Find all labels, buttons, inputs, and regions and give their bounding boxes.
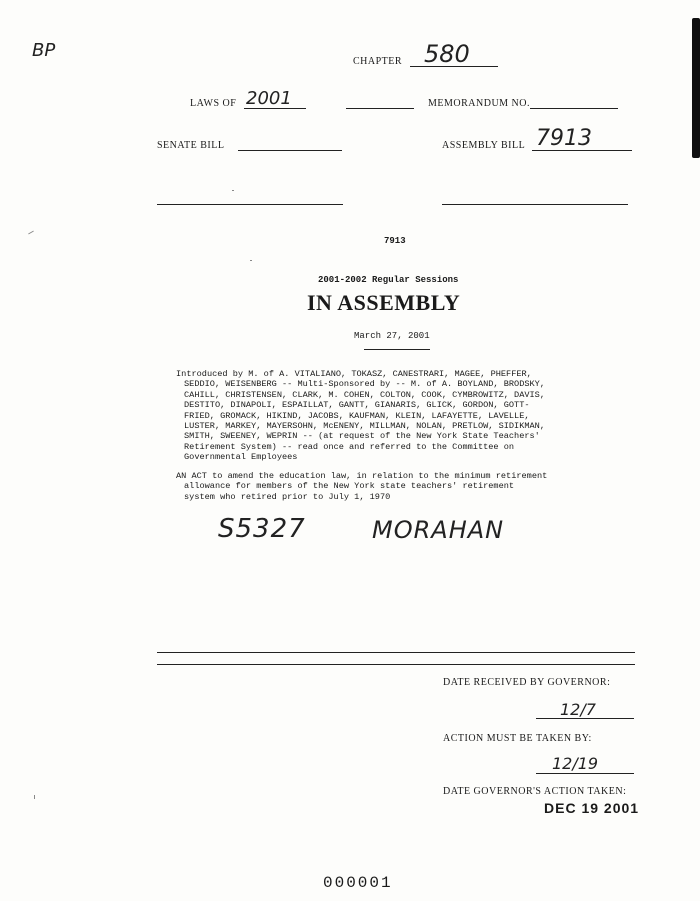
lower-line-1 [157, 652, 635, 653]
house-title: IN ASSEMBLY [307, 290, 461, 315]
act-line: AN ACT to amend the education law, in relation to the minimum retirement [176, 471, 548, 481]
senate-bill-line [238, 150, 342, 151]
bill-date: March 27, 2001 [354, 331, 430, 341]
chapter-value: 580 [424, 40, 470, 68]
introduced-line: CAHILL, CHRISTENSEN, CLARK, M. COHEN, COLTON, COOK, CYMBROWITZ, DAVIS, [184, 389, 545, 400]
introduced-line: SEDDIO, WEISENBERG -- Multi-Sponsored by -- M. of A. BOYLAND, BRODSKY, [184, 379, 545, 390]
laws-label: LAWS OF [190, 98, 237, 109]
scan-speck [250, 260, 252, 261]
action-taken-label: DATE GOVERNOR'S ACTION TAKEN: [443, 786, 627, 797]
page-number: 000001 [323, 874, 393, 892]
date-received-line [536, 718, 634, 719]
introduced-line: LUSTER, MARKEY, MAYERSOHN, McENENY, MILLMAN, NOLAN, PRETLOW, SIDIKMAN, [184, 421, 545, 432]
memorandum-line [530, 108, 618, 109]
introduced-line: Retirement System) -- read once and referred to the Committee on [184, 441, 515, 452]
lower-line-2 [157, 664, 635, 665]
scan-speck [28, 231, 34, 235]
date-underline [364, 349, 430, 350]
scan-edge-mark [692, 18, 700, 158]
date-received-label: DATE RECEIVED BY GOVERNOR: [443, 677, 611, 688]
introduced-line: Governmental Employees [184, 452, 298, 463]
introduced-line: SMITH, SWEENEY, WEPRIN -- (at request of the New York State Teachers' [184, 431, 540, 442]
corner-initials: BP [32, 40, 56, 61]
introduced-line: Introduced by M. of A. VITALIANO, TOKASZ, CANESTRARI, MAGEE, PHEFFER, [176, 369, 532, 379]
assembly-bill-label: ASSEMBLY BILL [442, 140, 526, 151]
act-paragraph [176, 471, 547, 502]
memorandum-label: MEMORANDUM NO. [428, 98, 531, 109]
blank-line-right [442, 204, 628, 205]
bill-number: 7913 [384, 236, 406, 246]
assembly-bill-value: 7913 [536, 126, 592, 151]
action-by-value: 12/19 [552, 754, 599, 773]
act-line: system who retired prior to July 1, 1970 [184, 491, 391, 502]
introduced-line: FRIED, GROMACK, HIKIND, JACOBS, KAUFMAN, KLEIN, LAFAYETTE, LAVELLE, [184, 410, 530, 421]
introduced-line: DESTITO, DINAPOLI, ESPAILLAT, GANTT, GIANARIS, GLICK, GORDON, GOTT- [184, 400, 530, 411]
act-line: allowance for members of the New York state teachers' retirement [184, 481, 515, 492]
handwritten-sponsor: MORAHAN [372, 516, 505, 544]
blank-line-left [157, 204, 343, 205]
scan-speck [34, 795, 35, 799]
action-taken-stamp: DEC 19 2001 [544, 800, 640, 816]
scan-speck [232, 190, 234, 191]
session-line: 2001-2002 Regular Sessions [318, 275, 459, 285]
laws-value: 2001 [246, 88, 292, 109]
laws-line [244, 108, 306, 109]
chapter-line [410, 66, 498, 67]
date-received-value: 12/7 [560, 700, 596, 719]
assembly-bill-line [532, 150, 632, 151]
introduced-paragraph [176, 369, 545, 463]
chapter-label: CHAPTER [353, 56, 403, 67]
action-by-label: ACTION MUST BE TAKEN BY: [443, 733, 592, 744]
action-by-line [536, 773, 634, 774]
handwritten-senate-bill: S5327 [218, 514, 306, 544]
senate-bill-label: SENATE BILL [157, 140, 225, 151]
laws-extra-line [346, 108, 414, 109]
